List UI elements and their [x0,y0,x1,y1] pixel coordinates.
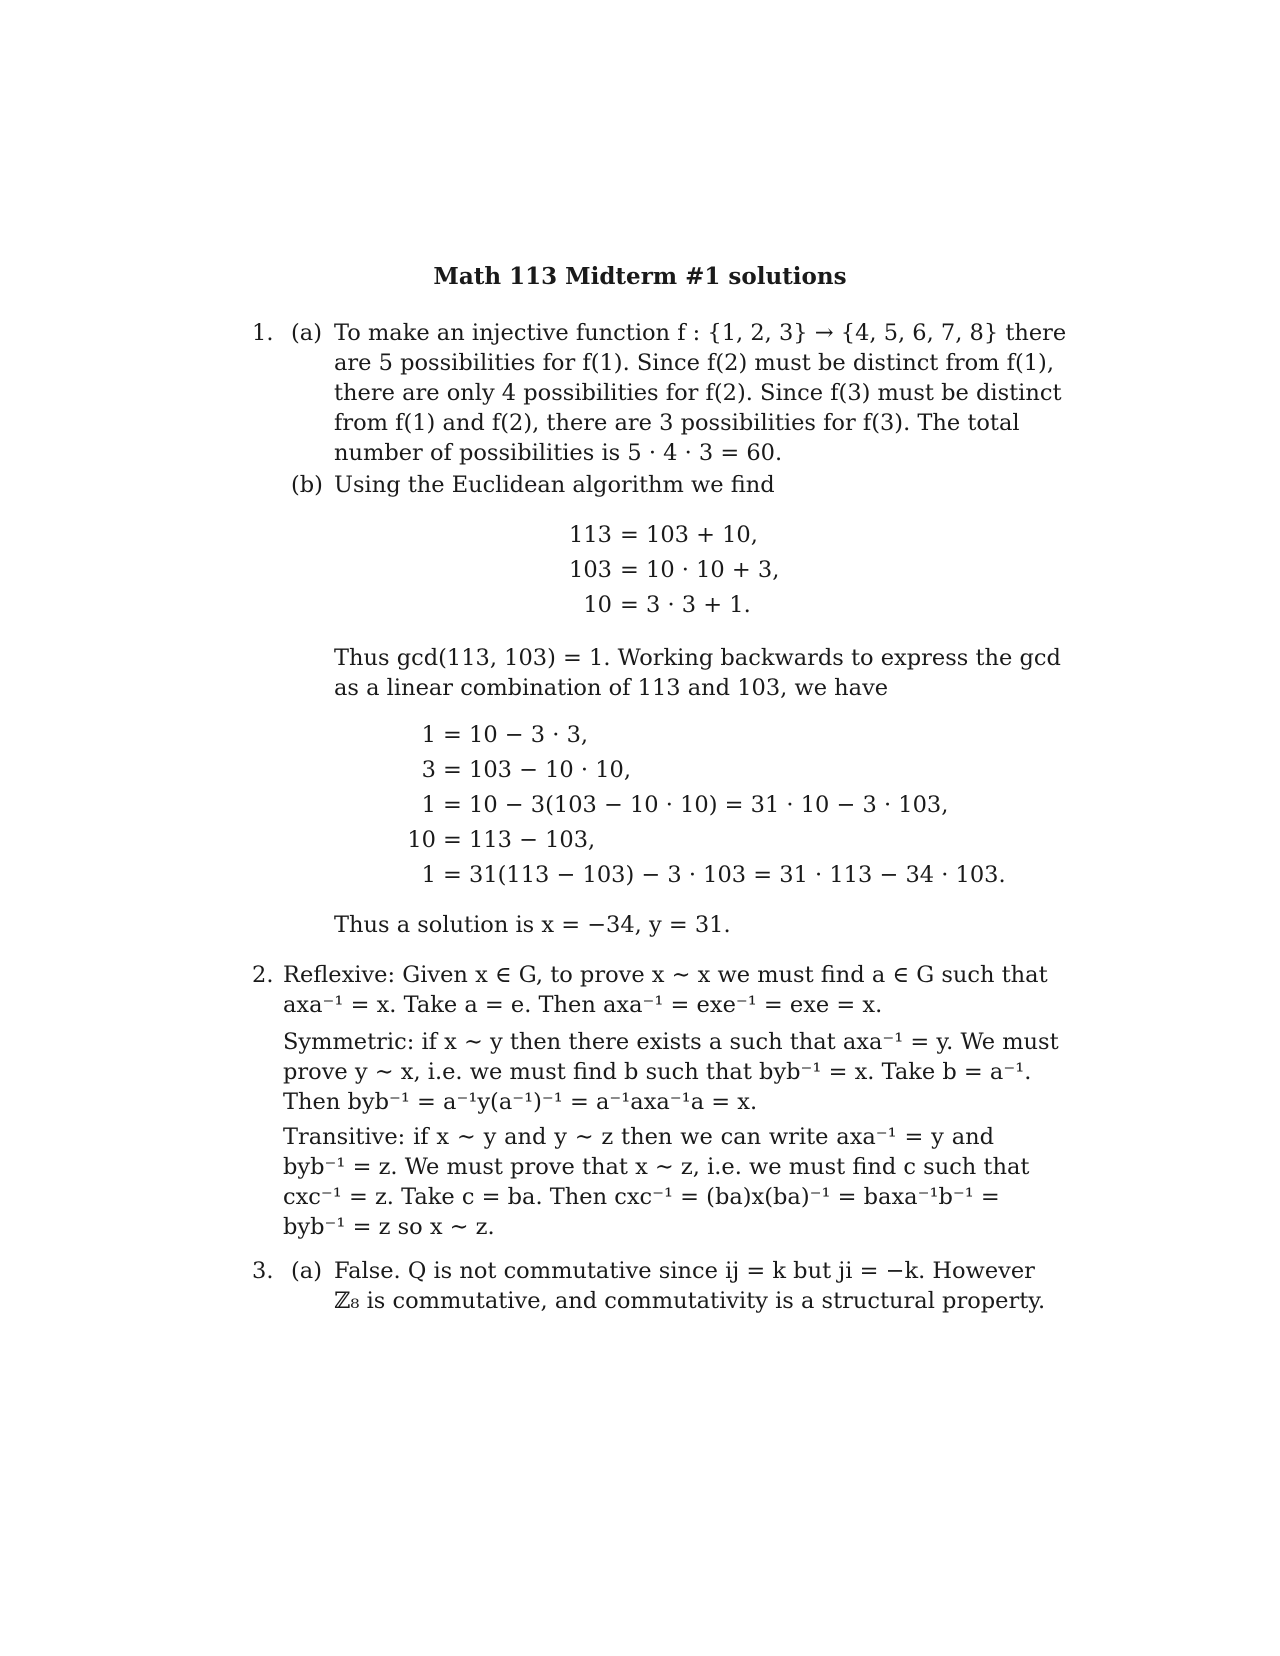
equation-rhs: = 113 − 103, [443,827,596,853]
equation-rhs: = 10 − 3 · 3, [443,722,589,748]
equation-lhs: 1 [421,792,436,818]
question-1b-middle-text [334,643,1061,703]
equation-rhs: = 103 − 10 · 10, [443,757,631,783]
equation-rhs: = 10 · 10 + 3, [620,557,780,583]
transitive-paragraph [283,1122,1030,1242]
equation-lhs: 1 [421,722,436,748]
question-1b-label: (b) [291,472,323,498]
text-line: as a linear combination of 113 and 103, we have [334,675,889,701]
text-line: Then byb⁻¹ = a⁻¹y(a⁻¹)⁻¹ = a⁻¹axa⁻¹a = x. [283,1089,758,1115]
text-line: byb⁻¹ = z so x ∼ z. [283,1214,495,1240]
text-line: number of possibilities is 5 · 4 · 3 = 60. [334,440,783,466]
text-line: there are only 4 possibilities for f(2). Since f(3) must be distinct [334,380,1062,406]
equation-lhs: 1 [421,862,436,888]
question-1b-intro: Using the Euclidean algorithm we find [334,472,775,498]
text-line: prove y ∼ x, i.e. we must find b such that byb⁻¹ = x. Take b = a⁻¹. [283,1059,1032,1085]
text-line: ℤ₈ is commutative, and commutativity is a structural property. [334,1288,1046,1314]
question-3a-text [334,1256,1046,1316]
equation-rhs: = 103 + 10, [620,522,758,548]
equation-lhs: 103 [569,557,612,583]
text-line: Transitive: if x ∼ y and y ∼ z then we can write axa⁻¹ = y and [283,1124,994,1150]
equation-lhs: 10 [583,592,612,618]
page-title: Math 113 Midterm #1 solutions [433,263,847,290]
text-line: Thus gcd(113, 103) = 1. Working backwards to express the gcd [334,645,1061,671]
text-line: To make an injective function f : {1, 2, 3} → {4, 5, 6, 7, 8} there [334,320,1067,346]
symmetric-paragraph [283,1027,1059,1117]
euclid-equations [0,520,1280,616]
back-substitution-equations [0,720,1280,890]
equation-lhs: 113 [569,522,612,548]
question-1a-label: (a) [291,320,322,346]
text-line: from f(1) and f(2), there are 3 possibilities for f(3). The total [334,410,1020,436]
text-line: axa⁻¹ = x. Take a = e. Then axa⁻¹ = exe⁻¹ = exe = x. [283,992,883,1018]
question-2-number: 2. [252,962,274,988]
equation-lhs: 3 [421,757,436,783]
reflexive-paragraph [283,960,1048,1020]
question-1a-text [334,318,1067,468]
question-3-number: 3. [252,1258,274,1284]
equation-rhs: = 3 · 3 + 1. [620,592,751,618]
text-line: False. Q is not commutative since ij = k but ji = −k. However [334,1258,1035,1284]
text-line: cxc⁻¹ = z. Take c = ba. Then cxc⁻¹ = (ba)x(ba)⁻¹ = baxa⁻¹b⁻¹ = [283,1184,1000,1210]
equation-rhs: = 10 − 3(103 − 10 · 10) = 31 · 10 − 3 · 103, [443,792,949,818]
question-3a-label: (a) [291,1258,322,1284]
text-line: Symmetric: if x ∼ y then there exists a such that axa⁻¹ = y. We must [283,1029,1059,1055]
text-line: byb⁻¹ = z. We must prove that x ∼ z, i.e. we must find c such that [283,1154,1030,1180]
question-1-number: 1. [252,320,274,346]
equation-lhs: 10 [407,827,436,853]
question-1b-conclusion: Thus a solution is x = −34, y = 31. [334,912,731,938]
text-line: Reflexive: Given x ∈ G, to prove x ∼ x we must find a ∈ G such that [283,962,1048,988]
equation-rhs: = 31(113 − 103) − 3 · 103 = 31 · 113 − 34 · 103. [443,862,1006,888]
text-line: are 5 possibilities for f(1). Since f(2) must be distinct from f(1), [334,350,1054,376]
